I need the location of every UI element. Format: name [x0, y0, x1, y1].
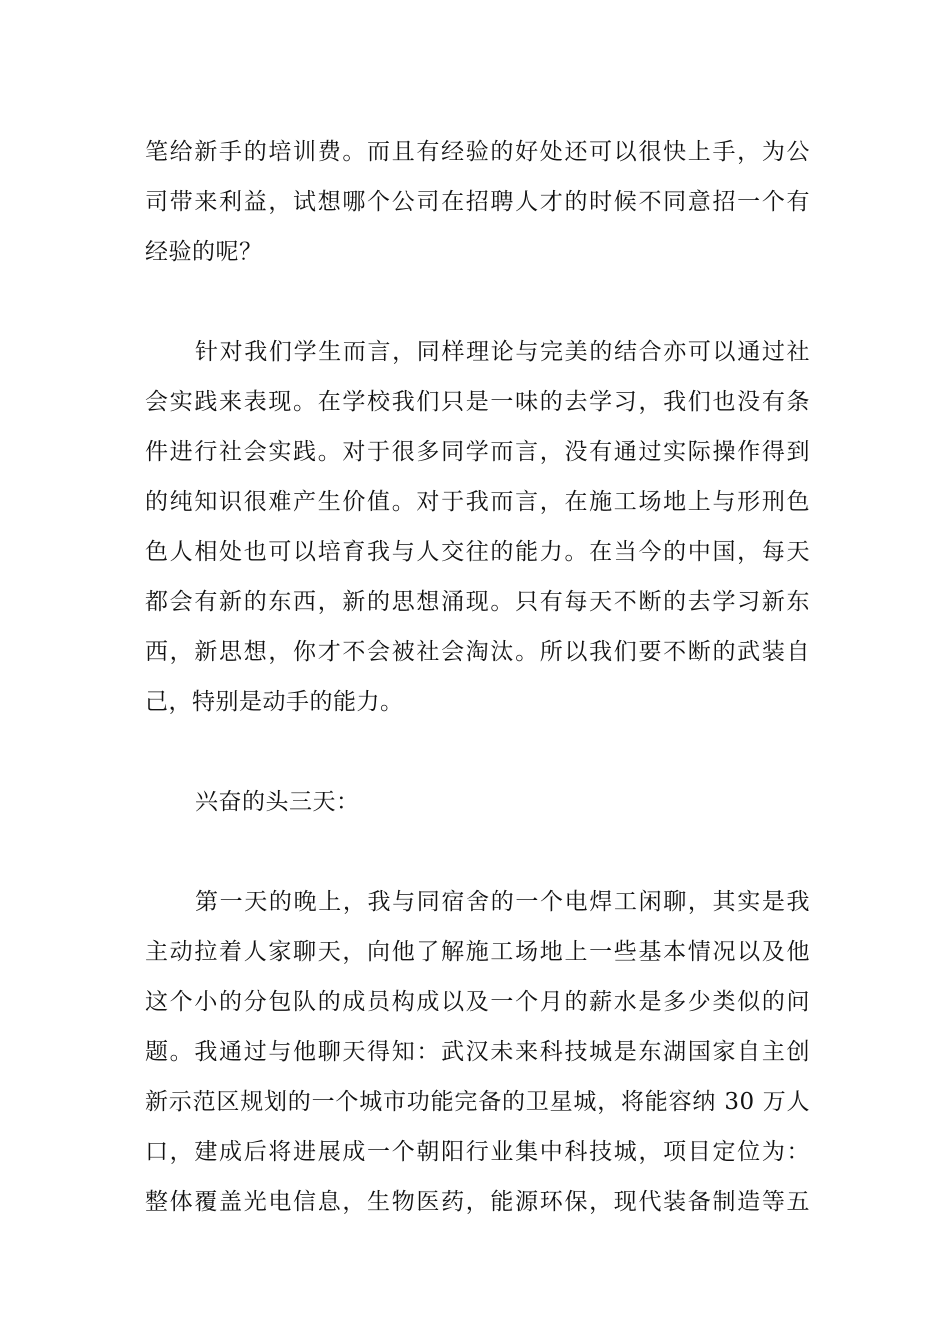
text-line: 的纯知识很难产生价值。对于我而言，在施工场地上与形刑色	[145, 489, 810, 515]
text-line: 新示范区规划的一个城市功能完备的卫星城，将能容纳 30 万人	[145, 1089, 810, 1115]
text-line: 都会有新的东西，新的思想涌现。只有每天不断的去学习新东	[145, 589, 810, 615]
text-line: 第一天的晚上，我与同宿舍的一个电焊工闲聊，其实是我	[195, 889, 810, 915]
text-line: 经验的呢？	[145, 239, 263, 265]
text-line: 司带来利益，试想哪个公司在招聘人才的时候不同意招一个有	[145, 189, 810, 215]
text-line: 件进行社会实践。对于很多同学而言，没有通过实际操作得到	[145, 439, 810, 465]
text-line: 主动拉着人家聊天，向他了解施工场地上一些基本情况以及他	[145, 939, 810, 965]
text-line: 西，新思想，你才不会被社会淘汰。所以我们要不断的武装自	[145, 639, 810, 665]
text-line: 色人相处也可以培育我与人交往的能力。在当今的中国，每天	[145, 539, 810, 565]
heading-line: 兴奋的头三天：	[195, 789, 360, 815]
text-line: 题。我通过与他聊天得知：武汉未来科技城是东湖国家自主创	[145, 1039, 810, 1065]
text-line: 己，特别是动手的能力。	[145, 689, 404, 715]
text-line: 整体覆盖光电信息，生物医药，能源环保，现代装备制造等五	[145, 1189, 810, 1215]
text-line: 口，建成后将进展成一个朝阳行业集中科技城，项目定位为：	[145, 1139, 810, 1165]
text-line: 这个小的分包队的成员构成以及一个月的薪水是多少类似的问	[145, 989, 810, 1015]
text-line: 针对我们学生而言，同样理论与完美的结合亦可以通过社	[195, 339, 810, 365]
text-line: 笔给新手的培训费。而且有经验的好处还可以很快上手，为公	[145, 139, 810, 165]
text-line: 会实践来表现。在学校我们只是一味的去学习，我们也没有条	[145, 389, 810, 415]
